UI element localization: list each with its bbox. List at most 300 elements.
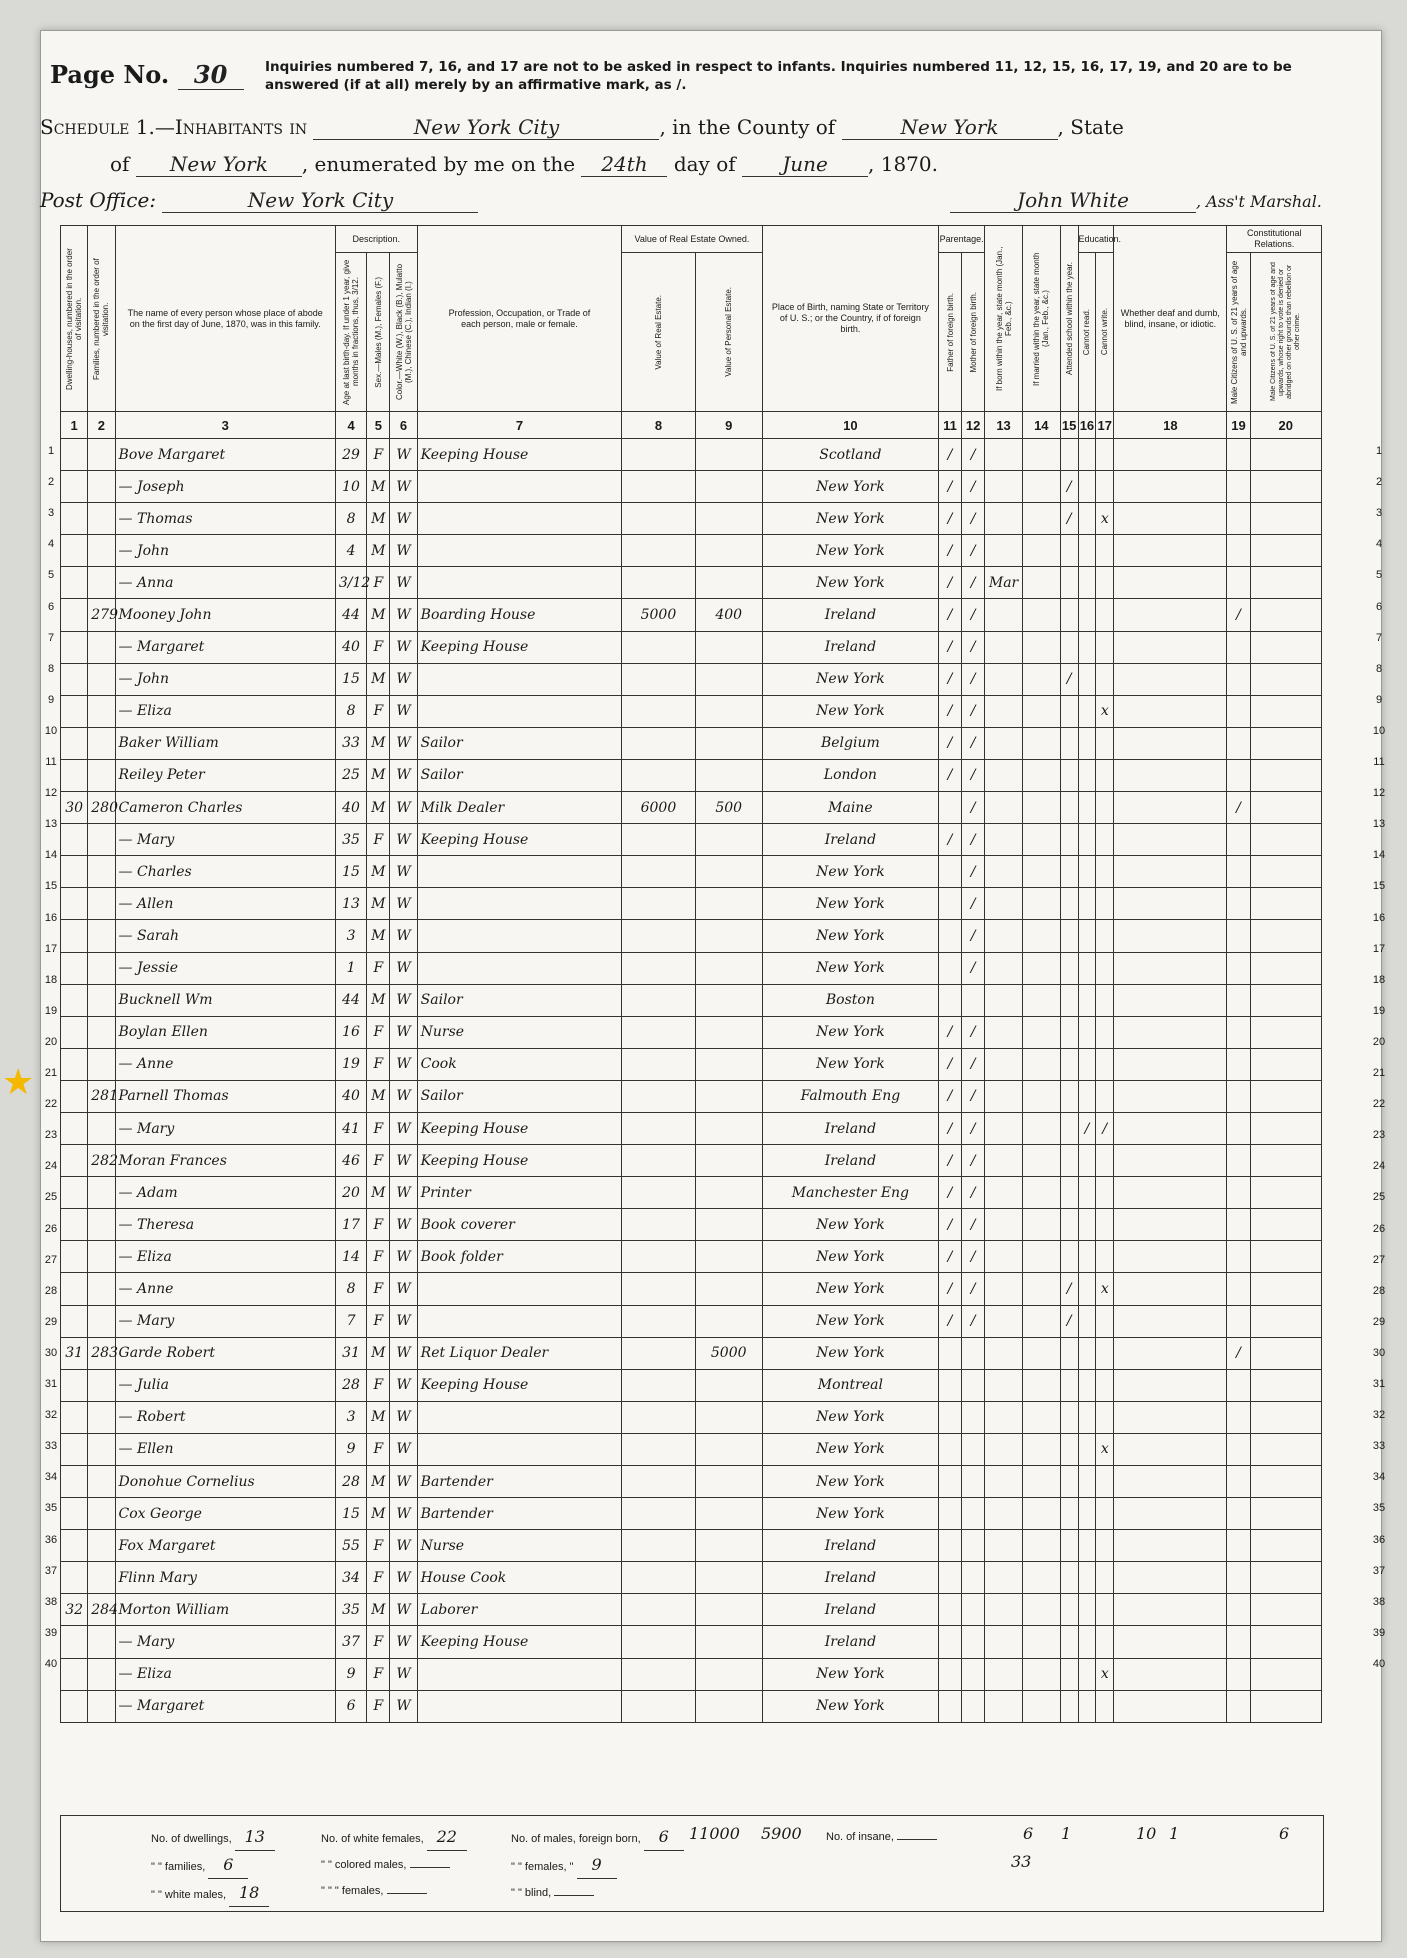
real-estate-cell <box>622 1337 695 1369</box>
dwelling-number-cell <box>61 1562 88 1594</box>
column-number: 1 <box>61 412 88 439</box>
sex-cell: F <box>367 567 390 599</box>
infirmity-cell <box>1114 535 1227 567</box>
color-cell: W <box>390 1658 417 1690</box>
age-cell: 10 <box>335 471 366 503</box>
married-within-year-cell <box>1022 952 1060 984</box>
name-cell: Cameron Charles <box>115 792 335 824</box>
born-within-year-cell: Mar <box>985 567 1023 599</box>
colored-males-count <box>410 1867 450 1868</box>
birthplace-cell: Manchester Eng <box>762 1177 938 1209</box>
line-number: 25 <box>44 1191 58 1204</box>
dwelling-number-cell <box>61 1048 88 1080</box>
male-citizen-cell <box>1227 695 1250 727</box>
age-cell: 34 <box>335 1562 366 1594</box>
dwelling-number-cell <box>61 1112 88 1144</box>
male-citizen-cell <box>1227 952 1250 984</box>
attended-school-cell <box>1060 1112 1078 1144</box>
line-number: 40 <box>1372 1657 1386 1670</box>
line-number: 1 <box>47 445 55 457</box>
dwelling-number-cell <box>61 1530 88 1562</box>
mother-foreign-cell <box>962 1626 985 1658</box>
line-number: 23 <box>1372 1129 1386 1142</box>
males-foreign-count: 6 <box>644 1824 684 1851</box>
real-estate-cell <box>622 1016 695 1048</box>
father-foreign-cell: / <box>939 1080 962 1112</box>
line-number: 2 <box>1375 476 1383 489</box>
personal-estate-cell <box>695 1530 762 1562</box>
dwelling-number-cell <box>61 952 88 984</box>
cannot-write-cell: / <box>1096 1112 1114 1144</box>
name-cell: — Adam <box>115 1177 335 1209</box>
married-within-year-cell <box>1022 1626 1060 1658</box>
mother-foreign-cell: / <box>962 567 985 599</box>
name-cell: Cox George <box>115 1498 335 1530</box>
real-estate-cell <box>622 1626 695 1658</box>
color-cell: W <box>390 952 417 984</box>
father-foreign-cell <box>939 952 962 984</box>
dwelling-number-cell <box>61 1626 88 1658</box>
line-number: 34 <box>44 1471 58 1484</box>
born-within-year-cell <box>985 535 1023 567</box>
family-number-cell <box>88 888 115 920</box>
male-citizen-cell <box>1227 727 1250 759</box>
line-number: 26 <box>44 1222 58 1235</box>
attended-school-cell <box>1060 1401 1078 1433</box>
sex-cell: F <box>367 1048 390 1080</box>
born-within-year-cell <box>985 1626 1023 1658</box>
cannot-write-cell <box>1096 1305 1114 1337</box>
cannot-read-cell <box>1078 535 1096 567</box>
age-cell: 17 <box>335 1209 366 1241</box>
name-cell: — Margaret <box>115 1690 335 1722</box>
father-foreign-cell <box>939 1530 962 1562</box>
personal-estate-cell <box>695 759 762 791</box>
dwelling-number-cell <box>61 1690 88 1722</box>
infirmity-cell <box>1114 759 1227 791</box>
real-estate-cell <box>622 856 695 888</box>
age-cell: 41 <box>335 1112 366 1144</box>
col8-header: Value of Real Estate. <box>653 294 663 370</box>
family-number-cell <box>88 759 115 791</box>
male-citizen-cell <box>1227 1177 1250 1209</box>
dwelling-number-cell <box>61 503 88 535</box>
column-number: 19 <box>1227 412 1250 439</box>
occupation-cell: Sailor <box>417 984 622 1016</box>
color-cell: W <box>390 759 417 791</box>
cannot-read-cell <box>1078 1305 1096 1337</box>
infirmity-cell <box>1114 695 1227 727</box>
personal-estate-cell <box>695 1690 762 1722</box>
attended-school-cell <box>1060 1145 1078 1177</box>
color-cell: W <box>390 1145 417 1177</box>
schedule-label: Schedule 1.—Inhabitants in <box>40 115 308 139</box>
male-citizen-cell <box>1227 471 1250 503</box>
personal-estate-cell <box>695 663 762 695</box>
real-estate-cell <box>622 888 695 920</box>
marshal-label: , Ass't Marshal. <box>1196 192 1322 211</box>
name-cell: Moran Frances <box>115 1145 335 1177</box>
born-within-year-cell <box>985 1112 1023 1144</box>
table-row <box>61 1466 1322 1498</box>
father-foreign-cell: / <box>939 1273 962 1305</box>
infirmity-cell <box>1114 1305 1227 1337</box>
male-citizen-cell: / <box>1227 792 1250 824</box>
color-cell: W <box>390 1241 417 1273</box>
attended-school-cell: / <box>1060 503 1078 535</box>
vote-denied-cell <box>1250 439 1321 471</box>
father-foreign-cell: / <box>939 535 962 567</box>
vote-denied-cell <box>1250 1530 1321 1562</box>
family-number-cell <box>88 631 115 663</box>
occupation-cell <box>417 1305 622 1337</box>
dwelling-number-cell <box>61 759 88 791</box>
occupation-cell: Sailor <box>417 727 622 759</box>
name-cell: — Theresa <box>115 1209 335 1241</box>
attended-school-cell <box>1060 599 1078 631</box>
personal-estate-cell <box>695 920 762 952</box>
occupation-cell: Ret Liquor Dealer <box>417 1337 622 1369</box>
mother-foreign-cell: / <box>962 824 985 856</box>
star-marker-icon[interactable]: ★ <box>2 1062 35 1103</box>
born-within-year-cell <box>985 920 1023 952</box>
line-number: 27 <box>44 1253 58 1266</box>
county-label: , in the County of <box>659 115 836 139</box>
family-number-cell <box>88 824 115 856</box>
table-row <box>61 1594 1322 1626</box>
born-within-year-cell <box>985 792 1023 824</box>
real-estate-cell <box>622 1241 695 1273</box>
infirmity-cell <box>1114 1048 1227 1080</box>
cannot-read-cell <box>1078 1562 1096 1594</box>
vote-denied-cell <box>1250 1048 1321 1080</box>
married-within-year-cell <box>1022 727 1060 759</box>
birthplace-cell: New York <box>762 1690 938 1722</box>
name-cell: Donohue Cornelius <box>115 1466 335 1498</box>
dwelling-number-cell <box>61 824 88 856</box>
color-cell: W <box>390 1466 417 1498</box>
column-number: 11 <box>939 412 962 439</box>
real-estate-cell <box>622 727 695 759</box>
family-number-cell <box>88 1466 115 1498</box>
real-estate-cell <box>622 920 695 952</box>
age-cell: 1 <box>335 952 366 984</box>
age-cell: 20 <box>335 1177 366 1209</box>
line-number: 33 <box>44 1440 58 1453</box>
name-cell: — Eliza <box>115 1241 335 1273</box>
age-cell: 55 <box>335 1530 366 1562</box>
dwelling-number-cell: 32 <box>61 1594 88 1626</box>
education-header: Education. <box>1078 226 1114 253</box>
white-females-count: 22 <box>427 1824 467 1851</box>
cannot-read-cell <box>1078 1530 1096 1562</box>
col5-header: Sex.—Males (M.), Females (F.) <box>373 276 383 388</box>
infirmity-cell <box>1114 1530 1227 1562</box>
age-cell: 28 <box>335 1369 366 1401</box>
page-label: Page No. <box>50 60 170 89</box>
mother-foreign-cell <box>962 1594 985 1626</box>
sex-cell: F <box>367 1433 390 1465</box>
sex-cell: F <box>367 1658 390 1690</box>
father-foreign-cell <box>939 920 962 952</box>
families-count: 6 <box>208 1852 248 1879</box>
male-citizen-cell <box>1227 1305 1250 1337</box>
married-within-year-cell <box>1022 695 1060 727</box>
occupation-cell <box>417 695 622 727</box>
sex-cell: M <box>367 1401 390 1433</box>
personal-estate-cell <box>695 1658 762 1690</box>
family-number-cell: 281 <box>88 1080 115 1112</box>
sex-cell: F <box>367 824 390 856</box>
mother-foreign-cell: / <box>962 1016 985 1048</box>
male-citizen-cell <box>1227 1209 1250 1241</box>
married-within-year-cell <box>1022 1401 1060 1433</box>
infirmity-cell <box>1114 856 1227 888</box>
name-cell: Bove Margaret <box>115 439 335 471</box>
line-number: 30 <box>1372 1346 1386 1359</box>
father-foreign-cell: / <box>939 439 962 471</box>
age-cell: 4 <box>335 535 366 567</box>
infirmity-cell <box>1114 1690 1227 1722</box>
attended-school-cell <box>1060 888 1078 920</box>
sex-cell: F <box>367 631 390 663</box>
cannot-write-cell <box>1096 1241 1114 1273</box>
females-foreign-count: 9 <box>577 1852 617 1879</box>
colored-females-label: " " " females, <box>321 1885 384 1897</box>
line-number: 7 <box>1375 631 1383 644</box>
birthplace-cell: New York <box>762 535 938 567</box>
blind-label: " " blind, <box>511 1887 552 1899</box>
cannot-read-cell <box>1078 1433 1096 1465</box>
summary-footer <box>60 1815 1324 1912</box>
page-number: 30 <box>178 60 244 90</box>
personal-estate-cell <box>695 856 762 888</box>
sex-cell: F <box>367 1273 390 1305</box>
color-cell: W <box>390 1530 417 1562</box>
vote-denied-cell <box>1250 759 1321 791</box>
real-estate-cell <box>622 1466 695 1498</box>
birthplace-cell: Montreal <box>762 1369 938 1401</box>
column-number: 4 <box>335 412 366 439</box>
personal-estate-cell <box>695 888 762 920</box>
vote-denied-cell <box>1250 1498 1321 1530</box>
line-number: 12 <box>44 787 58 800</box>
color-cell: W <box>390 695 417 727</box>
age-cell: 8 <box>335 503 366 535</box>
personal-estate-cell: 500 <box>695 792 762 824</box>
real-estate-cell <box>622 1433 695 1465</box>
cannot-read-cell <box>1078 824 1096 856</box>
male-citizen-cell <box>1227 1048 1250 1080</box>
born-within-year-cell <box>985 984 1023 1016</box>
occupation-cell <box>417 856 622 888</box>
cannot-write-cell <box>1096 1145 1114 1177</box>
color-cell: W <box>390 1433 417 1465</box>
father-foreign-cell <box>939 1690 962 1722</box>
line-number: 4 <box>47 538 55 551</box>
line-number: 29 <box>44 1315 58 1328</box>
real-estate-cell <box>622 1145 695 1177</box>
table-row <box>61 631 1322 663</box>
footer-col-b <box>321 1824 467 1904</box>
dwelling-number-cell <box>61 439 88 471</box>
line-number: 24 <box>44 1160 58 1173</box>
born-within-year-cell <box>985 1080 1023 1112</box>
married-within-year-cell <box>1022 535 1060 567</box>
vote-denied-cell <box>1250 1466 1321 1498</box>
name-cell: Garde Robert <box>115 1337 335 1369</box>
sex-cell: M <box>367 792 390 824</box>
cannot-read-cell <box>1078 792 1096 824</box>
vote-denied-cell <box>1250 1658 1321 1690</box>
mother-foreign-cell: / <box>962 1145 985 1177</box>
cannot-read-cell <box>1078 920 1096 952</box>
table-row <box>61 824 1322 856</box>
born-within-year-cell <box>985 1337 1023 1369</box>
age-cell: 6 <box>335 1690 366 1722</box>
male-citizen-cell <box>1227 503 1250 535</box>
born-within-year-cell <box>985 1466 1023 1498</box>
personal-estate-cell: 400 <box>695 599 762 631</box>
age-cell: 35 <box>335 824 366 856</box>
females-foreign-label: " " females, " <box>511 1861 574 1873</box>
infirmity-cell <box>1114 1177 1227 1209</box>
family-number-cell <box>88 984 115 1016</box>
personal-estate-cell <box>695 1433 762 1465</box>
cannot-read-cell <box>1078 503 1096 535</box>
mother-foreign-cell: / <box>962 471 985 503</box>
line-number: 14 <box>1372 849 1386 862</box>
married-within-year-cell <box>1022 759 1060 791</box>
family-number-cell <box>88 1369 115 1401</box>
dwelling-number-cell <box>61 1016 88 1048</box>
name-cell: — Eliza <box>115 1658 335 1690</box>
dwelling-number-cell <box>61 727 88 759</box>
infirmity-cell <box>1114 1626 1227 1658</box>
state-value: New York <box>136 152 302 177</box>
real-estate-cell <box>622 952 695 984</box>
col11-header: Father of foreign birth. <box>945 292 955 372</box>
father-foreign-cell: / <box>939 1112 962 1144</box>
occupation-cell <box>417 663 622 695</box>
mother-foreign-cell <box>962 1337 985 1369</box>
male-citizen-cell <box>1227 1145 1250 1177</box>
table-row <box>61 1016 1322 1048</box>
age-cell: 3 <box>335 920 366 952</box>
column-number: 15 <box>1060 412 1078 439</box>
column-number: 3 <box>115 412 335 439</box>
occupation-cell: Milk Dealer <box>417 792 622 824</box>
family-number-cell <box>88 1209 115 1241</box>
attended-school-cell <box>1060 727 1078 759</box>
mother-foreign-cell: / <box>962 952 985 984</box>
dwelling-number-cell <box>61 1145 88 1177</box>
table-row <box>61 1080 1322 1112</box>
color-cell: W <box>390 824 417 856</box>
cannot-write-cell <box>1096 631 1114 663</box>
married-within-year-cell <box>1022 471 1060 503</box>
cannot-write-cell <box>1096 1209 1114 1241</box>
occupation-cell: Sailor <box>417 1080 622 1112</box>
dwelling-number-cell <box>61 535 88 567</box>
family-number-cell <box>88 1658 115 1690</box>
personal-estate-cell <box>695 1145 762 1177</box>
cannot-read-cell <box>1078 1658 1096 1690</box>
total-col19: 6 <box>1279 1824 1290 1843</box>
cannot-read-cell <box>1078 759 1096 791</box>
infirmity-cell <box>1114 1241 1227 1273</box>
father-foreign-cell: / <box>939 1209 962 1241</box>
mother-foreign-cell: / <box>962 1241 985 1273</box>
family-number-cell: 279 <box>88 599 115 631</box>
line-number: 34 <box>1372 1471 1386 1484</box>
vote-denied-cell <box>1250 535 1321 567</box>
real-estate-cell <box>622 1305 695 1337</box>
personal-estate-cell <box>695 1626 762 1658</box>
occupation-cell: Bartender <box>417 1498 622 1530</box>
family-number-cell: 282 <box>88 1145 115 1177</box>
line-number: 1 <box>1375 445 1383 457</box>
birthplace-cell: New York <box>762 952 938 984</box>
occupation-cell: Book coverer <box>417 1209 622 1241</box>
name-cell: Boylan Ellen <box>115 1016 335 1048</box>
sex-cell: M <box>367 759 390 791</box>
father-foreign-cell: / <box>939 824 962 856</box>
dwelling-number-cell <box>61 1241 88 1273</box>
dwelling-number-cell <box>61 888 88 920</box>
father-foreign-cell <box>939 1562 962 1594</box>
mother-foreign-cell <box>962 1562 985 1594</box>
family-number-cell: 284 <box>88 1594 115 1626</box>
married-within-year-cell <box>1022 984 1060 1016</box>
cannot-write-cell <box>1096 1337 1114 1369</box>
father-foreign-cell: / <box>939 503 962 535</box>
sex-cell: F <box>367 1562 390 1594</box>
column-number: 14 <box>1022 412 1060 439</box>
cannot-write-cell <box>1096 727 1114 759</box>
constitutional-header: Constitutional Relations. <box>1227 226 1322 253</box>
dwelling-number-cell <box>61 1658 88 1690</box>
table-row <box>61 759 1322 791</box>
cannot-write-cell <box>1096 471 1114 503</box>
family-number-cell <box>88 1305 115 1337</box>
vote-denied-cell <box>1250 1080 1321 1112</box>
table-row <box>61 1433 1322 1465</box>
occupation-cell: House Cook <box>417 1562 622 1594</box>
birthplace-cell: New York <box>762 1048 938 1080</box>
name-cell: — Margaret <box>115 631 335 663</box>
vote-denied-cell <box>1250 1433 1321 1465</box>
age-cell: 40 <box>335 1080 366 1112</box>
marshal-signature: John White <box>950 188 1196 213</box>
personal-estate-cell <box>695 1498 762 1530</box>
marshal-block <box>950 188 1322 213</box>
line-number: 36 <box>1372 1533 1386 1546</box>
sex-cell: M <box>367 1594 390 1626</box>
birthplace-cell: New York <box>762 1241 938 1273</box>
father-foreign-cell: / <box>939 1016 962 1048</box>
birthplace-cell: Boston <box>762 984 938 1016</box>
line-number: 31 <box>44 1378 58 1390</box>
father-foreign-cell: / <box>939 567 962 599</box>
cannot-read-cell <box>1078 1337 1096 1369</box>
born-within-year-cell <box>985 1658 1023 1690</box>
personal-estate-cell <box>695 1369 762 1401</box>
married-within-year-cell <box>1022 888 1060 920</box>
color-cell: W <box>390 1112 417 1144</box>
mother-foreign-cell <box>962 1401 985 1433</box>
parentage-header: Parentage. <box>939 226 985 253</box>
